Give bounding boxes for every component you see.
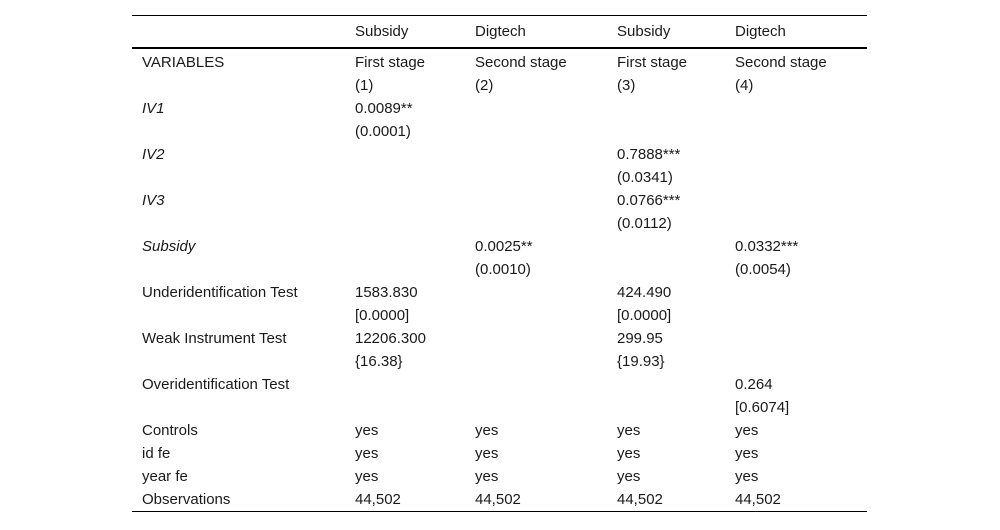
table-cell <box>465 212 607 235</box>
table-cell: 12206.300 <box>355 330 426 347</box>
table-row-underidentification <box>132 281 867 304</box>
row-label <box>132 258 345 281</box>
header-cell-1: Subsidy <box>345 16 465 49</box>
table-cell <box>465 120 607 143</box>
table-row-iv1 <box>132 97 867 120</box>
row-label <box>132 166 345 189</box>
table-row-year-fe <box>132 465 867 488</box>
table-row-observations <box>132 488 867 512</box>
row-label: Weak Instrument Test <box>142 330 287 347</box>
table-cell: yes <box>735 468 759 485</box>
table-cell: 44,502 <box>725 488 867 512</box>
table-cell: yes <box>355 422 379 439</box>
table-cell <box>607 258 725 281</box>
table-row-overidentification <box>132 373 867 396</box>
row-label: Underidentification Test <box>142 284 298 301</box>
table-cell <box>725 304 867 327</box>
table-cell: 1583.830 <box>355 284 418 301</box>
table-cell: yes <box>617 422 641 439</box>
table-cell <box>345 373 465 396</box>
table-row-col-numbers <box>132 74 867 97</box>
table-cell: 0.0766*** <box>617 192 681 209</box>
row-label <box>132 304 345 327</box>
table-cell <box>465 143 607 166</box>
table-row-iv2 <box>132 143 867 166</box>
table-cell <box>725 327 867 350</box>
table-row-iv2-se <box>132 166 867 189</box>
header-cell-2: Digtech <box>465 16 607 49</box>
table-row-subsidy <box>132 235 867 258</box>
table-cell: First stage <box>617 54 688 71</box>
regression-table-container <box>132 15 867 512</box>
table-cell: (0.0112) <box>617 215 672 232</box>
table-row-overidentification-p <box>132 396 867 419</box>
table-cell: (2) <box>475 77 494 94</box>
table-cell: {16.38} <box>355 353 403 370</box>
table-cell: yes <box>475 468 499 485</box>
table-cell <box>607 235 725 258</box>
table-cell: [0.0000] <box>617 307 672 324</box>
table-cell: (0.0010) <box>475 261 531 278</box>
table-row-underidentification-p <box>132 304 867 327</box>
table-cell <box>465 189 607 212</box>
table-cell: (0.0341) <box>617 169 673 186</box>
header-cell-4: Digtech <box>725 16 867 49</box>
table-cell <box>725 189 867 212</box>
table-cell <box>725 212 867 235</box>
header-cell-blank <box>132 16 345 49</box>
table-header-row <box>132 16 867 49</box>
row-label <box>132 350 345 373</box>
table-cell: 0.7888*** <box>617 146 681 163</box>
table-cell: 0.264 <box>735 376 773 393</box>
table-cell <box>607 120 725 143</box>
row-label: Subsidy <box>142 238 196 255</box>
table-cell: 0.0089** <box>355 100 413 117</box>
table-cell <box>345 258 465 281</box>
row-label: Overidentification Test <box>142 376 290 393</box>
table-cell: First stage <box>355 54 426 71</box>
table-row-variables <box>132 48 867 74</box>
table-cell: Second stage <box>735 54 827 71</box>
table-cell: (1) <box>355 77 374 94</box>
table-cell <box>465 396 607 419</box>
table-cell: (3) <box>617 77 636 94</box>
table-cell <box>725 166 867 189</box>
table-cell: 299.95 <box>617 330 663 347</box>
table-cell: 424.490 <box>617 284 672 301</box>
table-cell <box>345 166 465 189</box>
table-cell <box>345 143 465 166</box>
table-cell <box>725 350 867 373</box>
table-cell: yes <box>617 445 641 462</box>
row-label: IV1 <box>142 100 165 117</box>
row-label <box>132 120 345 143</box>
table-cell <box>465 350 607 373</box>
table-row-id-fe <box>132 442 867 465</box>
table-cell: 44,502 <box>607 488 725 512</box>
table-row-iv1-se <box>132 120 867 143</box>
table-cell <box>725 281 867 304</box>
table-cell <box>345 189 465 212</box>
header-cell-3: Subsidy <box>607 16 725 49</box>
table-cell <box>607 396 725 419</box>
table-cell: (0.0054) <box>735 261 791 278</box>
table-cell: (4) <box>735 77 754 94</box>
table-cell: yes <box>475 445 499 462</box>
table-cell: [0.6074] <box>735 399 790 416</box>
row-label: year fe <box>142 468 188 485</box>
table-row-weak-instrument-cv <box>132 350 867 373</box>
table-cell: Second stage <box>475 54 567 71</box>
table-cell <box>607 373 725 396</box>
table-cell: 44,502 <box>465 488 607 512</box>
table-cell <box>465 373 607 396</box>
regression-table <box>132 15 867 512</box>
table-cell <box>345 235 465 258</box>
table-row-controls <box>132 419 867 442</box>
row-label: id fe <box>142 445 171 462</box>
table-cell <box>725 143 867 166</box>
row-label: Controls <box>142 422 198 439</box>
table-cell <box>725 97 867 120</box>
table-cell: yes <box>355 445 379 462</box>
table-cell: 0.0025** <box>475 238 533 255</box>
table-cell: [0.0000] <box>355 307 410 324</box>
table-cell <box>465 304 607 327</box>
table-cell: (0.0001) <box>355 123 411 140</box>
table-cell <box>465 166 607 189</box>
table-cell <box>465 97 607 120</box>
row-label <box>132 212 345 235</box>
table-row-subsidy-se <box>132 258 867 281</box>
table-cell <box>465 327 607 350</box>
row-label <box>132 396 345 419</box>
row-label: VARIABLES <box>142 54 225 71</box>
row-label: IV3 <box>142 192 165 209</box>
row-label: IV2 <box>142 146 165 163</box>
table-row-weak-instrument <box>132 327 867 350</box>
table-cell: yes <box>475 422 499 439</box>
row-label <box>132 74 345 97</box>
row-label: Observations <box>132 488 345 512</box>
table-cell <box>465 281 607 304</box>
table-row-iv3-se <box>132 212 867 235</box>
table-cell <box>345 212 465 235</box>
table-cell: yes <box>735 422 759 439</box>
table-cell: yes <box>735 445 759 462</box>
table-row-iv3 <box>132 189 867 212</box>
table-cell: 44,502 <box>345 488 465 512</box>
table-cell: yes <box>355 468 379 485</box>
table-cell: yes <box>617 468 641 485</box>
table-cell: {19.93} <box>617 353 665 370</box>
table-cell: 0.0332*** <box>735 238 799 255</box>
table-cell <box>345 396 465 419</box>
table-cell <box>607 97 725 120</box>
table-cell <box>725 120 867 143</box>
